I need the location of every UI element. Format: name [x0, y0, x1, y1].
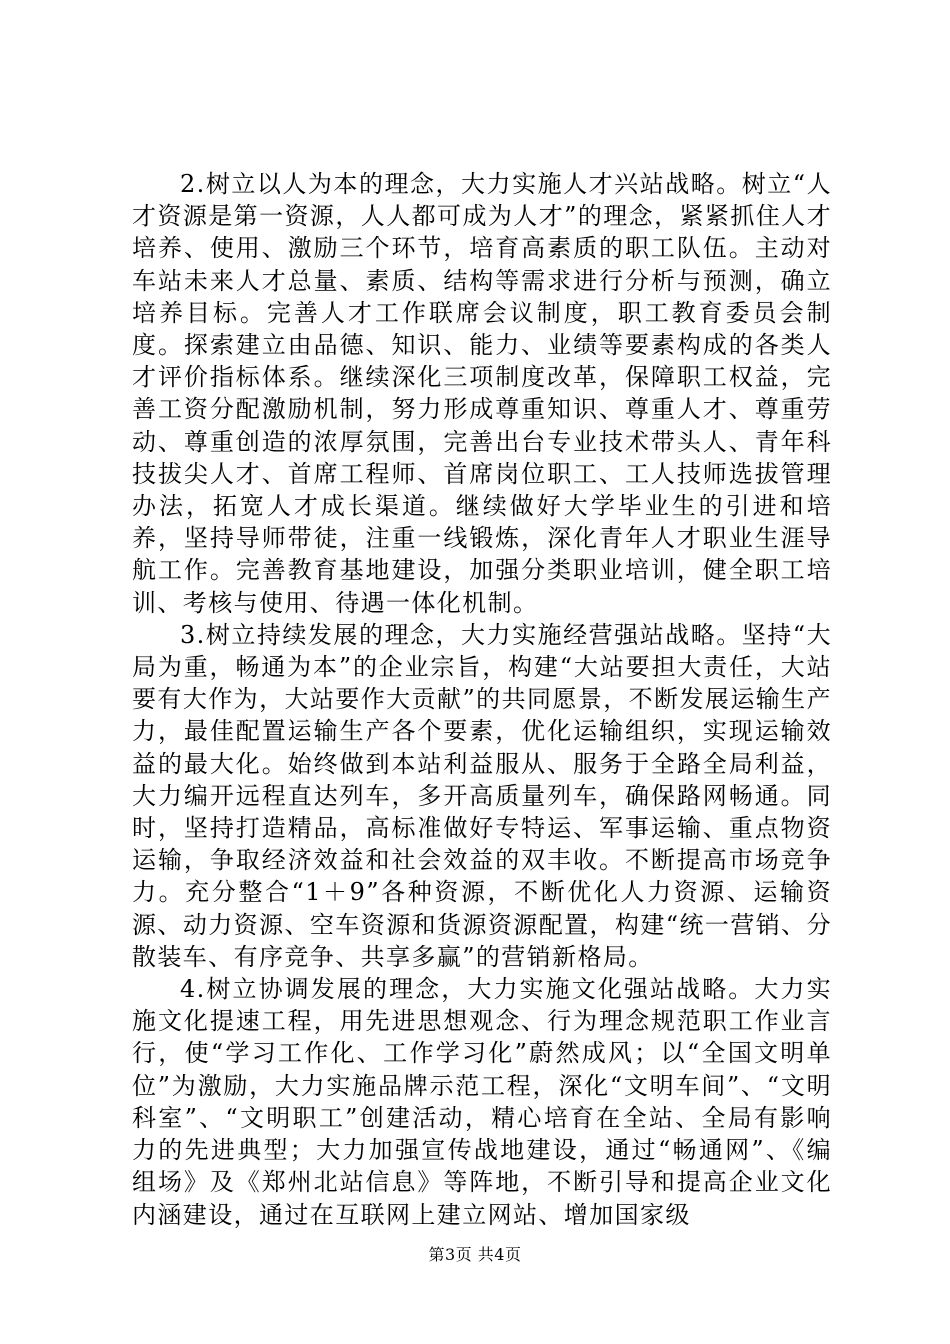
- paragraph-culture-strategy: 4.树立协调发展的理念，大力实施文化强站战略。大力实施文化提速工程，用先进思想观念、行为理念规范职工作业言行，使“学习工作化、工作学习化”蔚然成风；以“全国文明单位”为激励，大力实施品牌示范工程，深化“文明车间”、“文明科室”、“文明职工”创建活动，精心培育在全站、全局有影响力的先进典型；大力加强宣传战地建设，通过“畅通网”、《编组场》及《郑州北站信息》等阵地，不断引导和提高企业文化内涵建设，通过在互联网上建立网站、增加国家级: [132, 975, 832, 1229]
- paragraph-operation-strategy: 3.树立持续发展的理念，大力实施经营强站战略。坚持“大局为重，畅通为本”的企业宗旨，构建“大站要担大责任，大站要有大作为，大站要作大贡献”的共同愿景，不断发展运输生产力，最佳配置运输生产各个要素，优化运输组织，实现运输效益的最大化。始终做到本站利益服从、服务于全路全局利益，大力编开远程直达列车，多开高质量列车，确保路网畅通。同时，坚持打造精品，高标准做好专特运、军事运输、重点物资运输，争取经济效益和社会效益的双丰收。不断提高市场竞争力。充分整合“1＋9”各种资源，不断优化人力资源、运输资源、动力资源、空车资源和货源资源配置，构建“统一营销、分散装车、有序竞争、共享多赢”的营销新格局。: [132, 620, 832, 971]
- page-number-footer: 第3页 共4页: [428, 1245, 522, 1264]
- paragraph-talent-strategy: 2.树立以人为本的理念，大力实施人才兴站战略。树立“人才资源是第一资源，人人都可成为人才”的理念，紧紧抓住人才培养、使用、激励三个环节，培育高素质的职工队伍。主动对车站未来人才总量、素质、结构等需求进行分析与预测，确立培养目标。完善人才工作联席会议制度，职工教育委员会制度。探索建立由品德、知识、能力、业绩等要素构成的各类人才评价指标体系。继续深化三项制度改革，保障职工权益，完善工资分配激励机制，努力形成尊重知识、尊重人才、尊重劳动、尊重创造的浓厚氛围，完善出台专业技术带头人、青年科技拔尖人才、首席工程师、首席岗位职工、工人技师选拔管理办法，拓宽人才成长渠道。继续做好大学毕业生的引进和培养，坚持导师带徒，注重一线锻炼，深化青年人才职业生涯导航工作。完善教育基地建设，加强分类职业培训，健全职工培训、考核与使用、待遇一体化机制。: [132, 170, 832, 617]
- document-body: [132, 168, 832, 1231]
